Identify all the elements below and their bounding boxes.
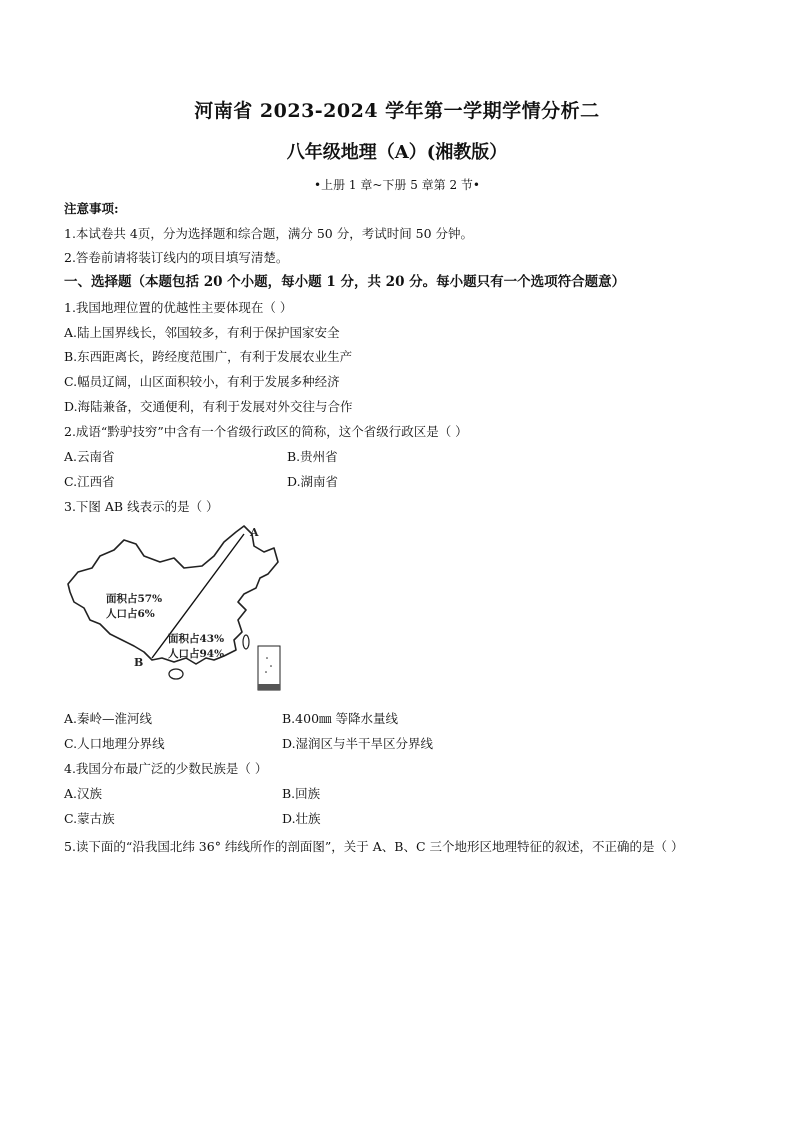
notice-heading: 注意事项: [64,201,119,216]
q5-stem: 5.读下面的“沿我国北纬 36° 纬线所作的剖面图”，关于 A、B、C 三个地形区地理特征的叙述，不正确的是（ ） [64,839,684,854]
section-heading: 一、选择题（本题包括 20 个小题，每小题 1 分，共 20 分。每小题只有一个选项符合题意） [64,274,626,290]
point-a-label: A [250,526,259,539]
q1-option-c: C.幅员辽阔，山区面积较小，有利于发展多种经济 [64,374,340,389]
taiwan-island [243,635,249,649]
q2-option-a: A.云南省 [64,449,115,464]
q3-option-a: A.秦岭—淮河线 [64,711,153,726]
q2-option-b: B.贵州省 [287,449,338,464]
q4-option-b: B.回族 [282,786,321,801]
q1-option-b: B.东西距离长，跨经度范围广，有利于发展农业生产 [64,349,353,364]
q2-option-c: C.江西省 [64,474,115,489]
q1-option-d: D.海陆兼备，交通便利，有利于发展对外交往与合作 [64,399,353,414]
point-b-label: B [134,656,144,669]
china-map-figure [64,522,290,702]
west-area-label: 面积占57% [106,593,163,605]
notice-item-1: 1.本试卷共 4页，分为选择题和综合题，满分 50 分，考试时间 50 分钟。 [64,226,474,241]
south-sea-inset [258,646,280,690]
q4-option-d: D.壮族 [282,811,321,826]
q2-stem: 2.成语“黔驴技穷”中含有一个省级行政区的简称，这个省级行政区是（ ） [64,424,468,439]
hainan-island [169,669,183,679]
q3-option-b: B.400㎜ 等降水量线 [282,711,398,726]
q3-stem: 3.下图 AB 线表示的是（ ） [64,499,219,514]
west-pop-label: 人口占6% [106,608,155,620]
q4-option-a: A.汉族 [64,786,103,801]
q3-option-c: C.人口地理分界线 [64,736,165,751]
east-area-label: 面积占43% [168,633,225,645]
q2-option-d: D.湖南省 [287,474,339,489]
notice-item-2: 2.答卷前请将装订线内的项目填写清楚。 [64,250,289,265]
q1-option-a: A.陆上国界线长，邻国较多，有利于保护国家安全 [64,325,340,340]
exam-title: 河南省 2023-2024 学年第一学期学情分析二 [194,100,600,122]
exam-scope: •上册 1 章~下册 5 章第 2 节• [313,178,480,192]
exam-subtitle: 八年级地理（A）(湘教版） [286,142,508,163]
east-pop-label: 人口占94% [168,648,225,660]
china-map [64,522,290,702]
q4-stem: 4.我国分布最广泛的少数民族是（ ） [64,761,268,776]
q1-stem: 1.我国地理位置的优越性主要体现在（ ） [64,300,293,315]
q4-option-c: C.蒙古族 [64,811,115,826]
q3-option-d: D.湿润区与半干旱区分界线 [282,736,434,751]
